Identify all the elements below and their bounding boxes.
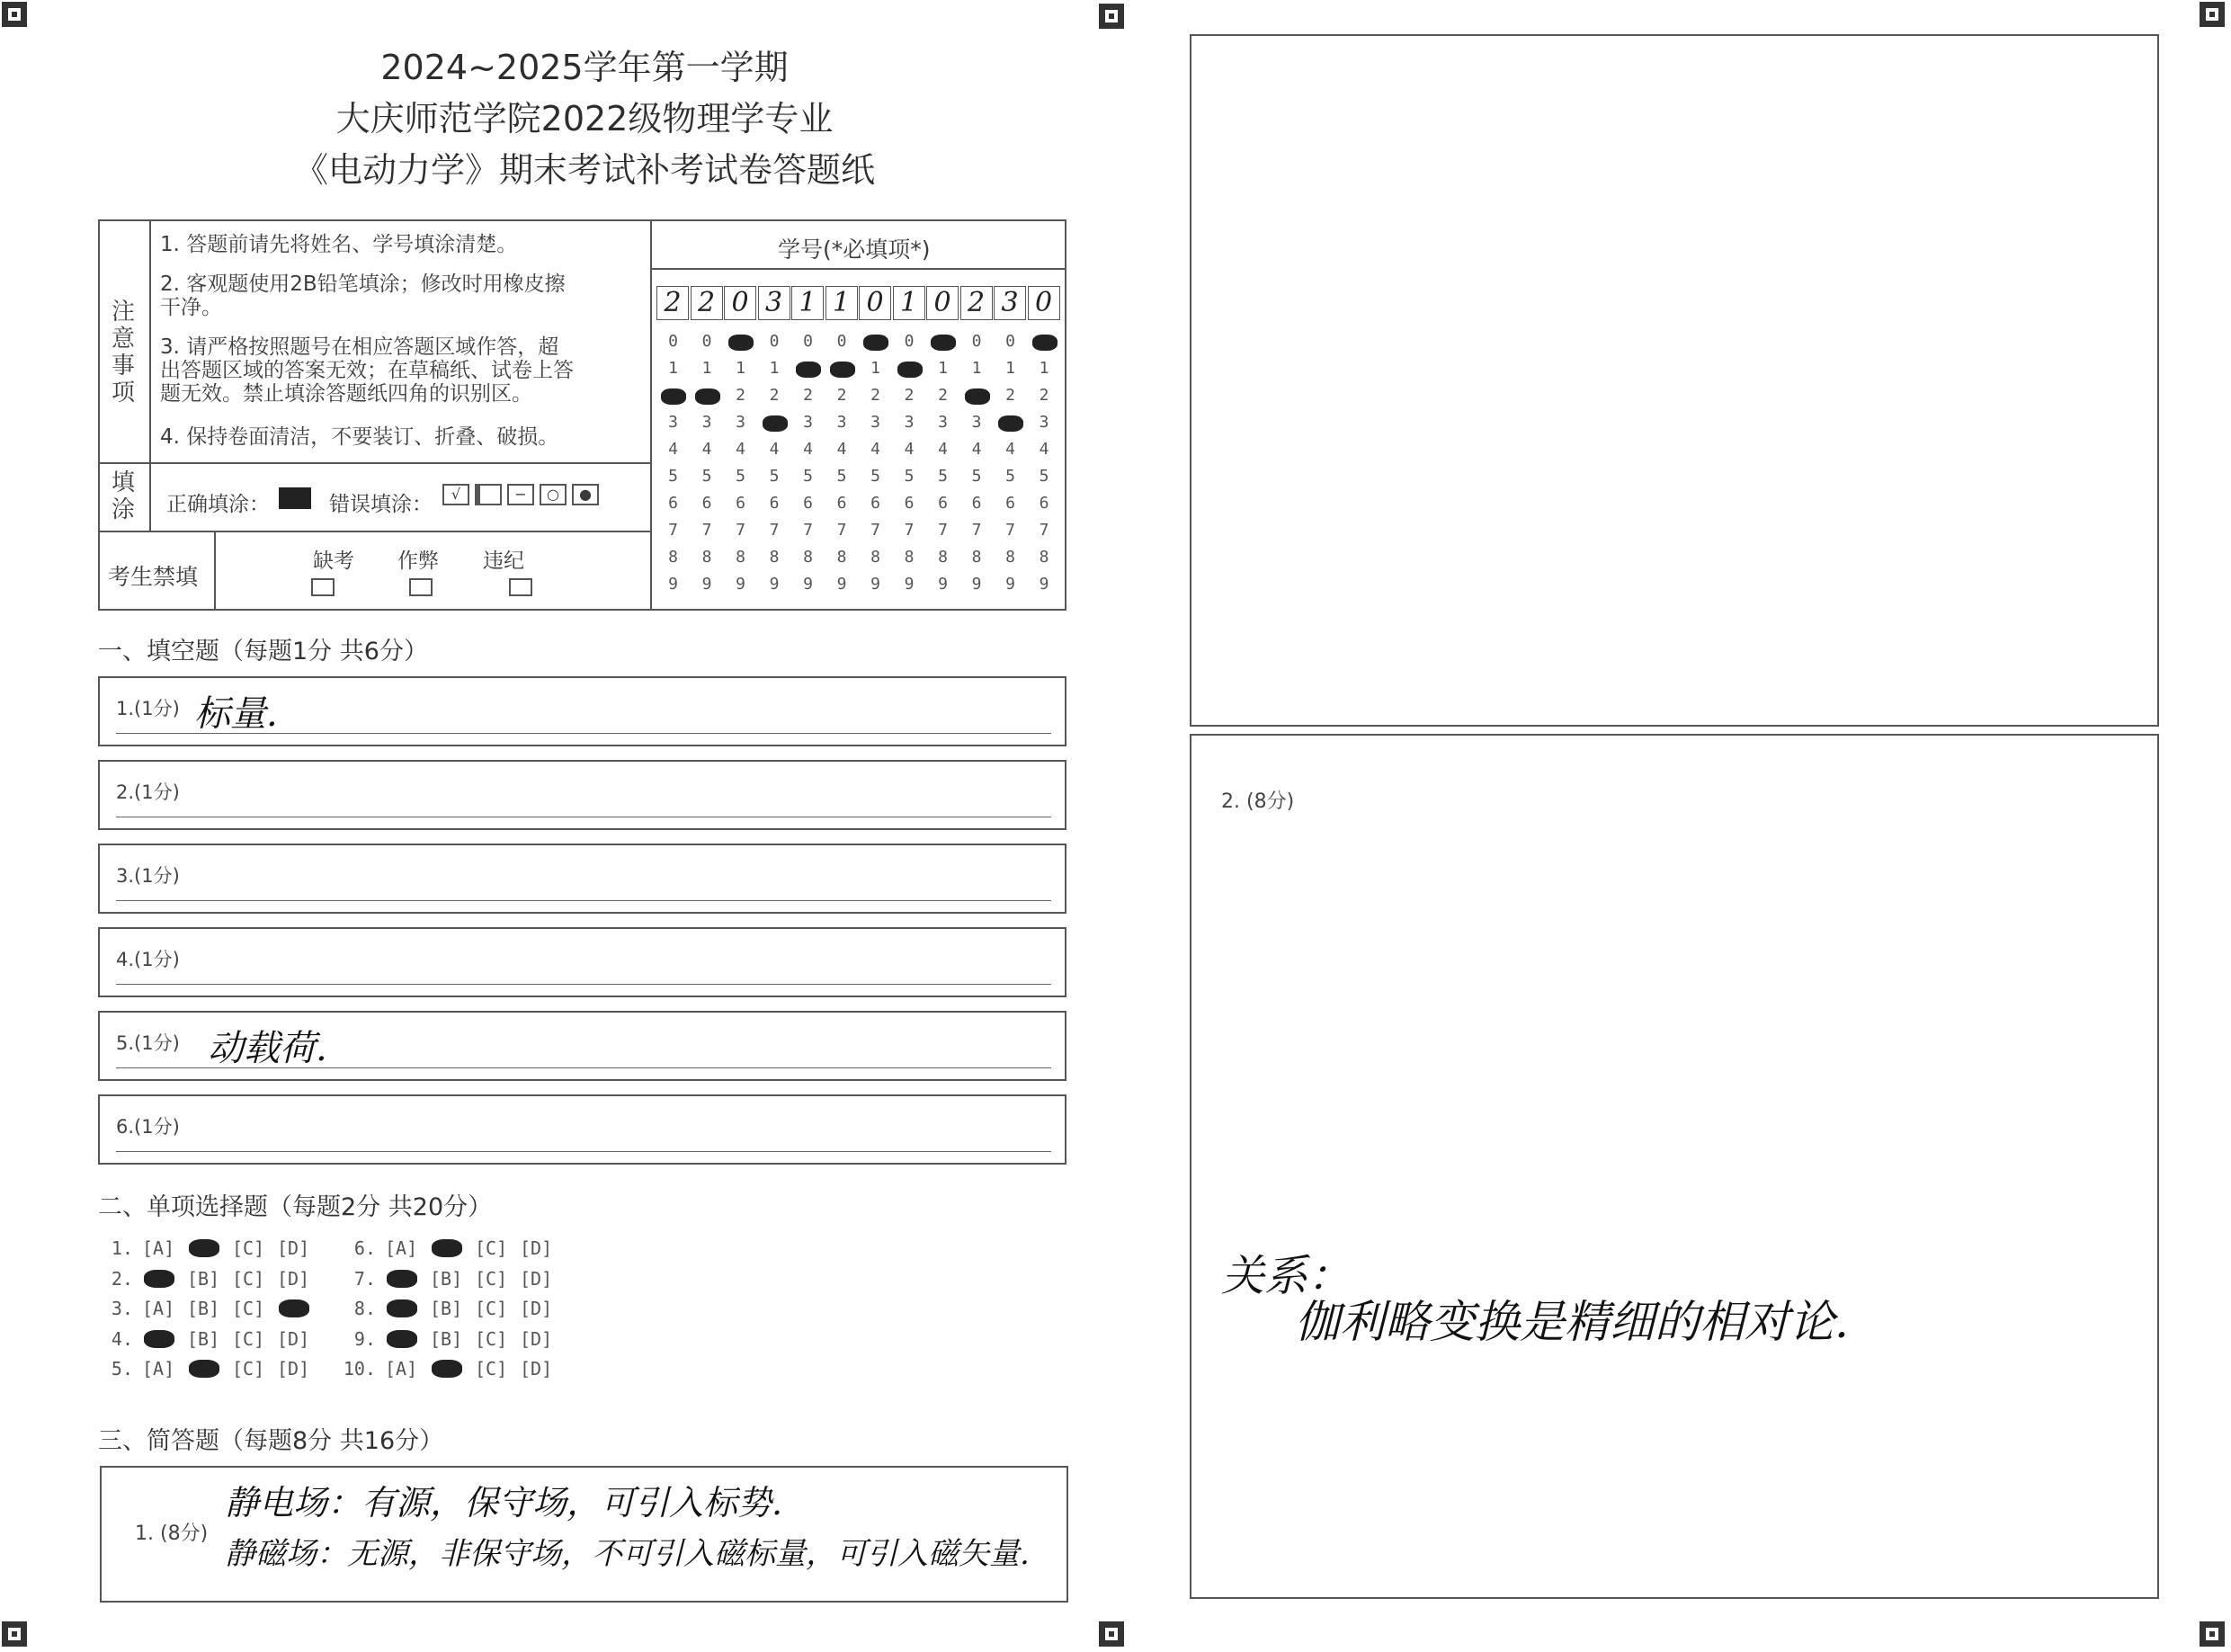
choice-question-5-option-b[interactable]: [187, 1358, 232, 1380]
choice-question-10-option-a[interactable]: [A]: [385, 1358, 418, 1380]
student-id-bubble-col3-4[interactable]: 4: [736, 440, 745, 459]
student-id-bubble-col9-5[interactable]: 5: [938, 467, 948, 486]
choice-question-10: [342, 1358, 565, 1380]
student-id-bubble-col9-4[interactable]: 4: [938, 440, 948, 459]
short-answer-1-label: 1. (8分): [135, 1523, 209, 1545]
student-id-bubble-col12-1[interactable]: 1: [1039, 359, 1049, 378]
student-id-digit-7[interactable]: 0: [859, 286, 891, 320]
wrong-sample-circle: ○: [540, 484, 567, 505]
student-id-bubble-col10-0[interactable]: 0: [971, 332, 982, 351]
student-id-bubble-col1-0[interactable]: 0: [668, 332, 678, 351]
fill-question-3-line: [116, 900, 1051, 901]
student-id-bubble-col6-2[interactable]: 2: [836, 386, 847, 405]
student-id-bubble-col8-2[interactable]: 2: [904, 386, 915, 405]
short-answer-1-line-1: 静电场：有源，保守场，可引入标势.: [225, 1483, 783, 1523]
choice-question-4: [99, 1328, 322, 1350]
choice-question-3-option-a[interactable]: [A]: [142, 1298, 175, 1319]
student-id-digit-10[interactable]: 2: [960, 286, 993, 320]
student-id-bubble-col6-4[interactable]: 4: [836, 440, 847, 459]
fill-question-5-answer: 动载荷.: [208, 1028, 327, 1069]
section3-heading: 三、简答题（每题8分 共16分）: [98, 1427, 444, 1455]
status-absent-label: 缺考: [313, 549, 354, 573]
short-answer-2-box[interactable]: [1190, 734, 2159, 1599]
student-id-bubble-col5-7[interactable]: 7: [803, 521, 813, 540]
choice-question-10-number: 10.: [343, 1358, 376, 1380]
corner-marker-bottom-left: [2, 1621, 27, 1647]
student-id-bubble-col12-5[interactable]: 5: [1039, 467, 1049, 486]
corner-marker-top-middle: [1099, 4, 1124, 29]
student-id-bubble-col4-1[interactable]: 1: [769, 359, 780, 378]
choice-question-8-number: 8.: [353, 1298, 376, 1319]
fill-question-3-label: 3.(1分): [116, 865, 180, 887]
student-id-digit-9[interactable]: 0: [926, 286, 959, 320]
student-id-bubble-col11-7[interactable]: 7: [1005, 521, 1015, 540]
student-id-bubble-col10-6[interactable]: 6: [971, 494, 982, 513]
fill-wrong-samples: [442, 484, 604, 505]
fill-question-6[interactable]: [98, 1094, 1066, 1165]
choice-question-6-option-b[interactable]: [430, 1237, 475, 1259]
notice-item-2: 2. 客观题使用2B铅笔填涂；修改时用橡皮擦: [160, 272, 566, 296]
student-id-bubble-col11-5[interactable]: 5: [1005, 467, 1015, 486]
fill-label-2: 涂: [111, 496, 135, 523]
student-id-bubble-col8-5[interactable]: 5: [904, 467, 915, 486]
choice-question-5-option-a[interactable]: [A]: [142, 1358, 175, 1380]
fill-wrong-label: 错误填涂：: [329, 493, 433, 516]
student-id-bubble-col9-1[interactable]: 1: [938, 359, 948, 378]
student-id-bubble-col11-8[interactable]: 8: [1005, 548, 1015, 567]
wrong-sample-dash: −: [507, 484, 534, 505]
student-id-bubble-col3-6[interactable]: 6: [736, 494, 745, 513]
student-id-bubble-col2-6[interactable]: 6: [701, 494, 712, 513]
choice-question-1-option-b[interactable]: [187, 1237, 232, 1259]
fill-question-2-label: 2.(1分): [116, 781, 180, 803]
notice-item-1: 1. 答题前请先将姓名、学号填涂清楚。: [160, 233, 518, 256]
student-id-bubble-col3-1[interactable]: 1: [736, 359, 745, 378]
student-id-bubble-col10-1[interactable]: 1: [971, 359, 982, 378]
student-id-bubble-col11-6[interactable]: 6: [1005, 494, 1015, 513]
student-id-bubble-col4-4[interactable]: 4: [769, 440, 780, 459]
choice-question-1-option-d[interactable]: [D]: [277, 1237, 310, 1259]
student-id-bubble-col8-9[interactable]: 9: [904, 575, 915, 594]
title-line-2: 大庆师范学院2022级物理学专业: [335, 99, 834, 138]
short-answer-2-line-2: 伽利略变换是精细的相对论.: [1295, 1296, 1849, 1348]
choice-question-4-number: 4.: [111, 1327, 133, 1350]
student-id-bubble-col8-7[interactable]: 7: [904, 521, 915, 540]
choice-question-8-option-d[interactable]: [D]: [520, 1298, 553, 1319]
student-id-bubble-col11-9[interactable]: 9: [1005, 575, 1015, 594]
fill-question-5-label: 5.(1分): [116, 1032, 180, 1054]
student-id-bubble-col11-1[interactable]: 1: [1005, 359, 1015, 378]
fill-correct-sample: [279, 487, 311, 509]
corner-marker-top-left: [2, 2, 27, 27]
student-id-bubble-col2-7[interactable]: 7: [701, 521, 712, 540]
student-id-bubble-col7-0[interactable]: [859, 332, 892, 351]
student-id-digit-4[interactable]: 3: [758, 286, 790, 320]
student-id-bubble-col6-9[interactable]: 9: [836, 575, 847, 594]
choice-question-1-option-c[interactable]: [C]: [232, 1237, 265, 1259]
student-id-bubble-col7-5[interactable]: 5: [870, 467, 880, 486]
title-line-1: 2024~2025学年第一学期: [380, 48, 789, 87]
student-id-bubble-col7-3[interactable]: 3: [870, 413, 880, 432]
student-id-bubble-col9-3[interactable]: 3: [938, 413, 948, 432]
student-id-bubble-col7-4[interactable]: 4: [870, 440, 880, 459]
student-id-bubble-col12-9[interactable]: 9: [1039, 575, 1049, 594]
student-id-bubble-col11-0[interactable]: 0: [1005, 332, 1015, 351]
student-id-bubble-col4-6[interactable]: 6: [769, 494, 780, 513]
choice-question-9-option-c[interactable]: [C]: [475, 1327, 508, 1350]
student-id-bubble-col12-3[interactable]: 3: [1039, 413, 1049, 432]
student-id-bubble-col8-0[interactable]: 0: [904, 332, 915, 351]
choice-question-5-option-c[interactable]: [C]: [232, 1358, 265, 1380]
divider-notice-bottom: [98, 462, 650, 464]
student-id-bubble-col2-2[interactable]: [691, 386, 724, 405]
student-id-bubble-col7-1[interactable]: 1: [870, 359, 880, 378]
choice-question-8-option-c[interactable]: [C]: [475, 1298, 508, 1319]
choice-question-9-option-b[interactable]: [B]: [430, 1327, 463, 1350]
student-id-bubble-col7-7[interactable]: 7: [870, 521, 880, 540]
student-id-bubble-col3-9[interactable]: 9: [736, 575, 745, 594]
student-id-bubble-col1-8[interactable]: 8: [668, 548, 678, 567]
divider-vertical-id: [650, 219, 652, 611]
student-id-bubble-col1-5[interactable]: 5: [668, 467, 678, 486]
student-id-bubble-col1-6[interactable]: 6: [668, 494, 678, 513]
student-id-bubble-col4-8[interactable]: 8: [769, 548, 780, 567]
student-id-bubble-col2-1[interactable]: 1: [701, 359, 712, 378]
short-answer-1-line-2: 静磁场：无源，非保守场，不可引入磁标量，可引入磁矢量.: [225, 1536, 1030, 1572]
choice-question-2: [99, 1268, 322, 1290]
corner-marker-bottom-middle: [1099, 1621, 1124, 1647]
notice-item-3b: 出答题区域的答案无效；在草稿纸、试卷上答: [160, 359, 574, 382]
choice-question-8-option-a[interactable]: [385, 1298, 430, 1319]
student-id-bubble-col12-0[interactable]: [1028, 332, 1061, 351]
divider-fill-bottom: [98, 531, 650, 532]
wrong-sample-dot: ●: [572, 484, 599, 505]
student-id-bubble-col4-7[interactable]: 7: [769, 521, 780, 540]
student-id-bubble-col8-1[interactable]: [893, 359, 926, 378]
student-id-bubble-col6-6[interactable]: 6: [836, 494, 847, 513]
student-id-bubble-col3-8[interactable]: 8: [736, 548, 745, 567]
choice-question-2-option-b[interactable]: [B]: [187, 1267, 220, 1290]
student-id-bubble-col10-2[interactable]: [960, 386, 994, 405]
student-id-bubble-col5-2[interactable]: 2: [803, 386, 813, 405]
choice-question-4-option-c[interactable]: [C]: [232, 1327, 265, 1350]
choice-question-6-number: 6.: [353, 1237, 376, 1259]
student-id-bubble-col8-4[interactable]: 4: [904, 440, 915, 459]
student-id-bubble-col7-8[interactable]: 8: [870, 548, 880, 567]
choice-question-6-option-d[interactable]: [D]: [520, 1237, 553, 1259]
student-id-bubble-col9-2[interactable]: 2: [938, 386, 948, 405]
student-id-bubble-col1-4[interactable]: 4: [668, 440, 678, 459]
student-id-bubble-col6-8[interactable]: 8: [836, 548, 847, 567]
student-id-bubble-col1-3[interactable]: 3: [668, 413, 678, 432]
student-id-bubble-col8-6[interactable]: 6: [904, 494, 915, 513]
student-id-bubble-col12-7[interactable]: 7: [1039, 521, 1049, 540]
student-id-divider: [652, 268, 1065, 270]
fill-question-2[interactable]: [98, 760, 1066, 830]
student-id-bubble-col6-7[interactable]: 7: [836, 521, 847, 540]
title-line-3: 《电动力学》期末考试补考试卷答题纸: [293, 150, 875, 190]
student-id-bubble-col10-9[interactable]: 9: [971, 575, 982, 594]
status-cheat-checkbox[interactable]: [409, 578, 433, 596]
student-id-bubble-col2-8[interactable]: 8: [701, 548, 712, 567]
student-id-digit-5[interactable]: 1: [791, 286, 824, 320]
student-id-bubble-col2-3[interactable]: 3: [701, 413, 712, 432]
choice-question-5-option-d[interactable]: [D]: [277, 1358, 310, 1380]
student-id-bubble-col10-3[interactable]: 3: [971, 413, 982, 432]
student-id-bubble-col12-4[interactable]: 4: [1039, 440, 1049, 459]
student-id-digit-2[interactable]: 2: [691, 286, 723, 320]
fill-question-1-label: 1.(1分): [116, 698, 180, 719]
choice-question-7-option-d[interactable]: [D]: [520, 1267, 553, 1290]
choice-question-1: [99, 1237, 322, 1259]
choice-question-2-number: 2.: [111, 1267, 133, 1290]
notice-item-4: 4. 保持卷面清洁，不要装订、折叠、破损。: [160, 425, 559, 449]
choice-question-1-option-a[interactable]: [A]: [142, 1237, 175, 1259]
choice-question-3-option-d[interactable]: [277, 1298, 322, 1319]
fill-question-5-line: [116, 1067, 1051, 1068]
corner-marker-top-right: [2200, 2, 2225, 27]
choice-question-7: [342, 1268, 565, 1290]
fill-question-4-line: [116, 984, 1051, 985]
student-id-label: 学号(*必填项*): [778, 237, 931, 263]
student-id-bubble-col3-2[interactable]: 2: [736, 386, 745, 405]
choice-question-2-option-d[interactable]: [D]: [277, 1267, 310, 1290]
notice-label-2: 意: [111, 326, 135, 353]
choice-question-10-option-c[interactable]: [C]: [475, 1358, 508, 1380]
choice-question-4-option-a[interactable]: [142, 1328, 187, 1350]
choice-question-2-option-c[interactable]: [C]: [232, 1267, 265, 1290]
fill-question-6-line: [116, 1151, 1051, 1152]
choice-question-7-option-c[interactable]: [C]: [475, 1267, 508, 1290]
student-id-bubble-col4-9[interactable]: 9: [769, 575, 780, 594]
choice-question-9-option-a[interactable]: [385, 1328, 430, 1350]
choice-question-10-option-d[interactable]: [D]: [520, 1358, 553, 1380]
student-id-bubble-col12-8[interactable]: 8: [1039, 548, 1049, 567]
short-answer-1-continuation-box[interactable]: [1190, 34, 2159, 727]
choice-question-8-option-b[interactable]: [B]: [430, 1298, 463, 1319]
choice-question-6: [342, 1237, 565, 1259]
fill-question-1-line: [116, 733, 1051, 734]
choice-question-3-option-c[interactable]: [C]: [232, 1298, 265, 1319]
student-id-bubble-col5-9[interactable]: 9: [803, 575, 813, 594]
choice-question-3-option-b[interactable]: [B]: [187, 1298, 220, 1319]
choice-question-8: [342, 1298, 565, 1319]
status-absent-checkbox[interactable]: [311, 578, 335, 596]
student-id-bubble-col5-8[interactable]: 8: [803, 548, 813, 567]
student-id-bubble-col11-4[interactable]: 4: [1005, 440, 1015, 459]
fill-question-4-label: 4.(1分): [116, 949, 180, 970]
student-id-bubble-col2-9[interactable]: 9: [701, 575, 712, 594]
student-id-bubble-col7-2[interactable]: 2: [870, 386, 880, 405]
choice-question-4-option-b[interactable]: [B]: [187, 1327, 220, 1350]
student-id-bubble-col9-7[interactable]: 7: [938, 521, 948, 540]
student-id-bubble-col4-2[interactable]: 2: [769, 386, 780, 405]
notice-item-3: 3. 请严格按照题号在相应答题区域作答，超: [160, 335, 559, 359]
short-answer-2-line-1: 关系：: [1221, 1251, 1352, 1301]
fill-question-1[interactable]: [98, 676, 1066, 746]
student-id-bubble-col1-7[interactable]: 7: [668, 521, 678, 540]
student-id-bubble-col11-2[interactable]: 2: [1005, 386, 1015, 405]
notice-label-1: 注: [111, 299, 135, 326]
student-id-digit-3[interactable]: 0: [724, 286, 756, 320]
student-id-digit-6[interactable]: 1: [825, 286, 858, 320]
student-id-bubble-col5-4[interactable]: 4: [803, 440, 813, 459]
student-id-bubble-col10-8[interactable]: 8: [971, 548, 982, 567]
fill-label-1: 填: [111, 469, 135, 496]
notice-label-4: 项: [111, 380, 135, 406]
student-id-bubble-col3-5[interactable]: 5: [736, 467, 745, 486]
student-id-bubble-col9-9[interactable]: 9: [938, 575, 948, 594]
fill-question-5[interactable]: [98, 1011, 1066, 1081]
wrong-sample-check: √: [442, 484, 469, 505]
choice-question-7-number: 7.: [353, 1267, 376, 1290]
notice-label-3: 事: [111, 353, 135, 380]
fill-correct-label: 正确填涂：: [166, 493, 270, 516]
notice-item-3c: 题无效。禁止填涂答题纸四角的识别区。: [160, 382, 532, 406]
student-id-bubble-col2-0[interactable]: 0: [701, 332, 712, 351]
fill-question-4[interactable]: [98, 927, 1066, 997]
choice-question-7-option-b[interactable]: [B]: [430, 1267, 463, 1290]
choice-question-3-number: 3.: [111, 1298, 133, 1319]
choice-question-3: [99, 1298, 322, 1319]
student-id-digit-8[interactable]: 1: [893, 286, 925, 320]
exam-status-label: 考生禁填: [108, 564, 199, 590]
choice-question-9: [342, 1328, 565, 1350]
student-id-bubble-col2-4[interactable]: 4: [701, 440, 712, 459]
student-id-bubble-col6-1[interactable]: [825, 359, 859, 378]
student-id-digit-1[interactable]: 2: [656, 286, 689, 320]
student-id-bubble-col5-1[interactable]: [791, 359, 825, 378]
fill-question-6-label: 6.(1分): [116, 1116, 180, 1138]
student-id-bubble-col10-7[interactable]: 7: [971, 521, 982, 540]
student-id-bubble-col5-6[interactable]: 6: [803, 494, 813, 513]
student-id-bubble-col4-0[interactable]: 0: [769, 332, 780, 351]
choice-question-5: [99, 1358, 322, 1380]
student-id-bubble-col4-3[interactable]: [758, 413, 791, 432]
wrong-sample-partial: [475, 484, 502, 505]
status-violation-label: 违纪: [483, 549, 524, 573]
choice-question-10-option-b[interactable]: [430, 1358, 475, 1380]
student-id-digit-11[interactable]: 3: [994, 286, 1026, 320]
choice-question-6-option-a[interactable]: [A]: [385, 1237, 418, 1259]
student-id-bubble-col12-2[interactable]: 2: [1039, 386, 1049, 405]
student-id-bubble-col9-8[interactable]: 8: [938, 548, 948, 567]
choice-question-2-option-a[interactable]: [142, 1268, 187, 1290]
student-id-bubble-col3-3[interactable]: 3: [736, 413, 745, 432]
status-violation-checkbox[interactable]: [509, 578, 532, 596]
section2-heading: 二、单项选择题（每题2分 共20分）: [98, 1193, 493, 1221]
divider-status-label: [214, 531, 216, 611]
fill-question-3[interactable]: [98, 844, 1066, 914]
student-id-bubble-col1-1[interactable]: 1: [668, 359, 678, 378]
choice-question-1-number: 1.: [111, 1237, 133, 1259]
choice-question-4-option-d[interactable]: [D]: [277, 1327, 310, 1350]
choice-question-7-option-a[interactable]: [385, 1268, 430, 1290]
student-id-bubble-col3-7[interactable]: 7: [736, 521, 745, 540]
fill-question-1-answer: 标量.: [194, 693, 278, 735]
student-id-bubble-col10-4[interactable]: 4: [971, 440, 982, 459]
student-id-bubble-col10-5[interactable]: 5: [971, 467, 982, 486]
student-id-bubble-col2-5[interactable]: 5: [701, 467, 712, 486]
student-id-bubble-col7-9[interactable]: 9: [870, 575, 880, 594]
choice-question-5-number: 5.: [111, 1358, 133, 1380]
student-id-bubble-col5-5[interactable]: 5: [803, 467, 813, 486]
student-id-bubble-col8-8[interactable]: 8: [904, 548, 915, 567]
choice-question-6-option-c[interactable]: [C]: [475, 1237, 508, 1259]
section1-heading: 一、填空题（每题1分 共6分）: [98, 638, 428, 665]
student-id-bubble-col5-0[interactable]: 0: [803, 332, 813, 351]
short-answer-2-label: 2. (8分): [1221, 790, 1295, 813]
student-id-bubble-col7-6[interactable]: 6: [870, 494, 880, 513]
student-id-bubble-col1-9[interactable]: 9: [668, 575, 678, 594]
student-id-bubble-col6-3[interactable]: 3: [836, 413, 847, 432]
choice-question-9-option-d[interactable]: [D]: [520, 1327, 553, 1350]
student-id-digit-12[interactable]: 0: [1028, 286, 1060, 320]
student-id-bubble-col12-6[interactable]: 6: [1039, 494, 1049, 513]
choice-question-9-number: 9.: [353, 1327, 376, 1350]
status-cheat-label: 作弊: [397, 549, 439, 573]
student-id-bubble-col9-0[interactable]: [926, 332, 959, 351]
student-id-bubble-col11-3[interactable]: [994, 413, 1027, 432]
corner-marker-bottom-right: [2200, 1621, 2225, 1647]
notice-item-2b: 干净。: [160, 296, 222, 319]
student-id-bubble-col6-5[interactable]: 5: [836, 467, 847, 486]
student-id-bubble-col4-5[interactable]: 5: [769, 467, 780, 486]
student-id-bubble-col6-0[interactable]: 0: [836, 332, 847, 351]
student-id-bubble-col5-3[interactable]: 3: [803, 413, 813, 432]
student-id-bubble-col9-6[interactable]: 6: [938, 494, 948, 513]
student-id-bubble-col1-2[interactable]: [656, 386, 690, 405]
divider-notice-label: [149, 219, 151, 531]
student-id-bubble-col8-3[interactable]: 3: [904, 413, 915, 432]
student-id-bubble-col3-0[interactable]: [724, 332, 757, 351]
